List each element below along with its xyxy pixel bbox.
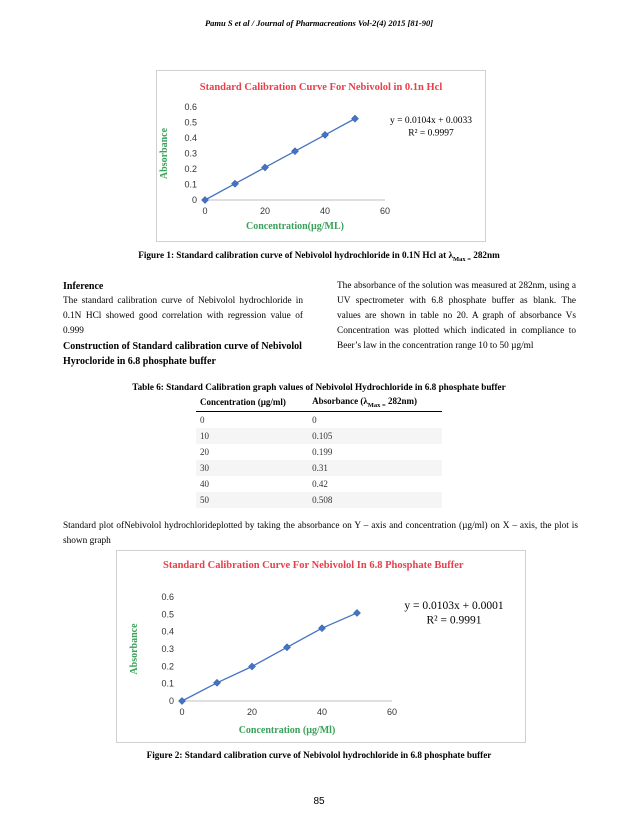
page-number: 85 bbox=[313, 796, 325, 807]
table-row bbox=[196, 476, 442, 492]
cell-concentration: 0 bbox=[196, 411, 308, 428]
cell-absorbance: 0.508 bbox=[308, 492, 442, 508]
y-tick-label: 0.4 bbox=[161, 626, 174, 637]
x-tick-label: 60 bbox=[386, 707, 398, 717]
col-absorbance-end: 282nm) bbox=[385, 396, 418, 406]
x-tick-label: 0 bbox=[179, 707, 185, 717]
inference-heading: Inference bbox=[63, 281, 104, 292]
regression-equation: y = 0.0104x + 0.0033 bbox=[390, 116, 472, 126]
plot-description: Standard plot ofNebivolol hydrochlorideplotted by taking the absorbance on Y – axis and concentration (µg/ml) on X – axis, the plot is shown graph bbox=[63, 521, 578, 546]
y-tick-label: 0.5 bbox=[161, 609, 174, 620]
cell-absorbance: 0.31 bbox=[308, 460, 442, 476]
y-tick-label: 0 bbox=[168, 696, 174, 706]
data-point bbox=[213, 679, 220, 686]
y-axis-title: Absorbance bbox=[129, 623, 140, 675]
x-tick-label: 40 bbox=[319, 206, 331, 216]
data-point bbox=[248, 663, 255, 670]
data-point bbox=[201, 196, 208, 203]
data-point bbox=[353, 609, 360, 616]
y-tick-label: 0 bbox=[191, 195, 197, 205]
y-tick-label: 0.1 bbox=[161, 678, 174, 689]
figure-2-caption: Figure 2: Standard calibration curve of Nebivolol hydrochloride in 6.8 phosphate buffer bbox=[146, 750, 492, 760]
data-point bbox=[231, 180, 238, 187]
chart-1-plot bbox=[157, 71, 485, 241]
cell-concentration: 50 bbox=[196, 492, 308, 508]
x-tick-label: 60 bbox=[379, 206, 391, 216]
table-row bbox=[196, 411, 442, 428]
cell-concentration: 10 bbox=[196, 428, 308, 444]
x-tick-label: 20 bbox=[246, 707, 258, 717]
cell-absorbance: 0.42 bbox=[308, 476, 442, 492]
cell-concentration: 20 bbox=[196, 444, 308, 460]
x-axis-title: Concentration(µg/ML) bbox=[246, 221, 344, 232]
data-point bbox=[318, 625, 325, 632]
y-tick-label: 0.4 bbox=[184, 133, 197, 143]
col-absorbance-text: Absorbance (λ bbox=[312, 396, 368, 406]
y-tick-label: 0.6 bbox=[184, 102, 197, 112]
chart-2-title: Standard Calibration Curve For Nebivolol In 6.8 Phosphate Buffer bbox=[163, 560, 464, 571]
table-6-caption: Table 6: Standard Calibration graph values of Nebivolol Hydrochloride in 6.8 phosphate buffer bbox=[132, 382, 506, 392]
trend-line bbox=[205, 119, 355, 200]
chart-1-title: Standard Calibration Curve For Nebivolol in 0.1n Hcl bbox=[199, 82, 443, 93]
cell-absorbance: 0 bbox=[308, 411, 442, 428]
y-tick-label: 0.2 bbox=[184, 164, 197, 174]
chart-2 bbox=[116, 550, 526, 743]
figure-1-caption-sub: Max = bbox=[452, 255, 471, 263]
table-row bbox=[196, 492, 442, 508]
y-tick-label: 0.6 bbox=[161, 592, 174, 602]
cell-absorbance: 0.199 bbox=[308, 444, 442, 460]
x-tick-label: 0 bbox=[202, 206, 208, 216]
r-squared: R² = 0.9991 bbox=[426, 614, 482, 627]
r-squared: R² = 0.9997 bbox=[408, 128, 454, 139]
chart-2-plot bbox=[117, 551, 525, 742]
construction-heading: Construction of Standard calibration curve of Nebivolol Hyrocloride in 6.8 phosphate buffer bbox=[63, 341, 302, 367]
data-point bbox=[351, 115, 358, 122]
figure-1-caption-text: Figure 1: Standard calibration curve of Nebivolol hydrochloride in 0.1N Hcl at λ bbox=[138, 250, 453, 260]
col-concentration-header: Concentration (µg/ml) bbox=[196, 394, 308, 411]
calibration-table bbox=[196, 394, 442, 508]
col-absorbance-sub: Max = bbox=[367, 401, 386, 409]
table-row bbox=[196, 460, 442, 476]
regression-equation: y = 0.0103x + 0.0001 bbox=[404, 600, 504, 612]
left-column bbox=[63, 279, 303, 369]
y-tick-label: 0.2 bbox=[161, 661, 174, 672]
data-point bbox=[321, 131, 328, 138]
inference-text: The standard calibration curve of Nebivolol hydrochloride in 0.1N HCl showed good correlation with regression value of 0.999 bbox=[63, 296, 303, 336]
x-tick-label: 40 bbox=[316, 707, 328, 717]
cell-absorbance: 0.105 bbox=[308, 428, 442, 444]
y-axis-title: Absorbance bbox=[159, 127, 170, 180]
table-row bbox=[196, 428, 442, 444]
figure-1-caption bbox=[0, 250, 638, 263]
y-tick-label: 0.1 bbox=[184, 179, 197, 190]
data-point bbox=[291, 148, 298, 155]
figure-1-caption-end: 282nm bbox=[470, 250, 500, 260]
table-row bbox=[196, 444, 442, 460]
x-axis-title: Concentration (µg/Ml) bbox=[238, 725, 336, 736]
x-tick-label: 20 bbox=[259, 206, 271, 216]
data-point bbox=[261, 164, 268, 171]
right-column bbox=[337, 279, 576, 354]
cell-concentration: 30 bbox=[196, 460, 308, 476]
chart-1 bbox=[156, 70, 486, 242]
absorbance-text: The absorbance of the solution was measured at 282nm, using a UV spectrometer with 6.8 phosphate buffer as blank. The values are shown in table no 20. A graph of absorbance Vs Concentration was plotted which indicated in compliance to Beer’s law in the concentration range 10 to 50 µg/ml bbox=[337, 281, 576, 351]
data-point bbox=[283, 644, 290, 651]
y-tick-label: 0.5 bbox=[184, 117, 197, 128]
table-header-row bbox=[196, 394, 442, 411]
y-tick-label: 0.3 bbox=[184, 148, 197, 159]
trend-line bbox=[182, 613, 357, 701]
journal-header: Pamu S et al / Journal of Pharmacreations Vol-2(4) 2015 [81-90] bbox=[204, 18, 434, 28]
y-tick-label: 0.3 bbox=[161, 644, 174, 654]
cell-concentration: 40 bbox=[196, 476, 308, 492]
col-absorbance-header bbox=[308, 394, 442, 411]
data-point bbox=[178, 697, 185, 704]
